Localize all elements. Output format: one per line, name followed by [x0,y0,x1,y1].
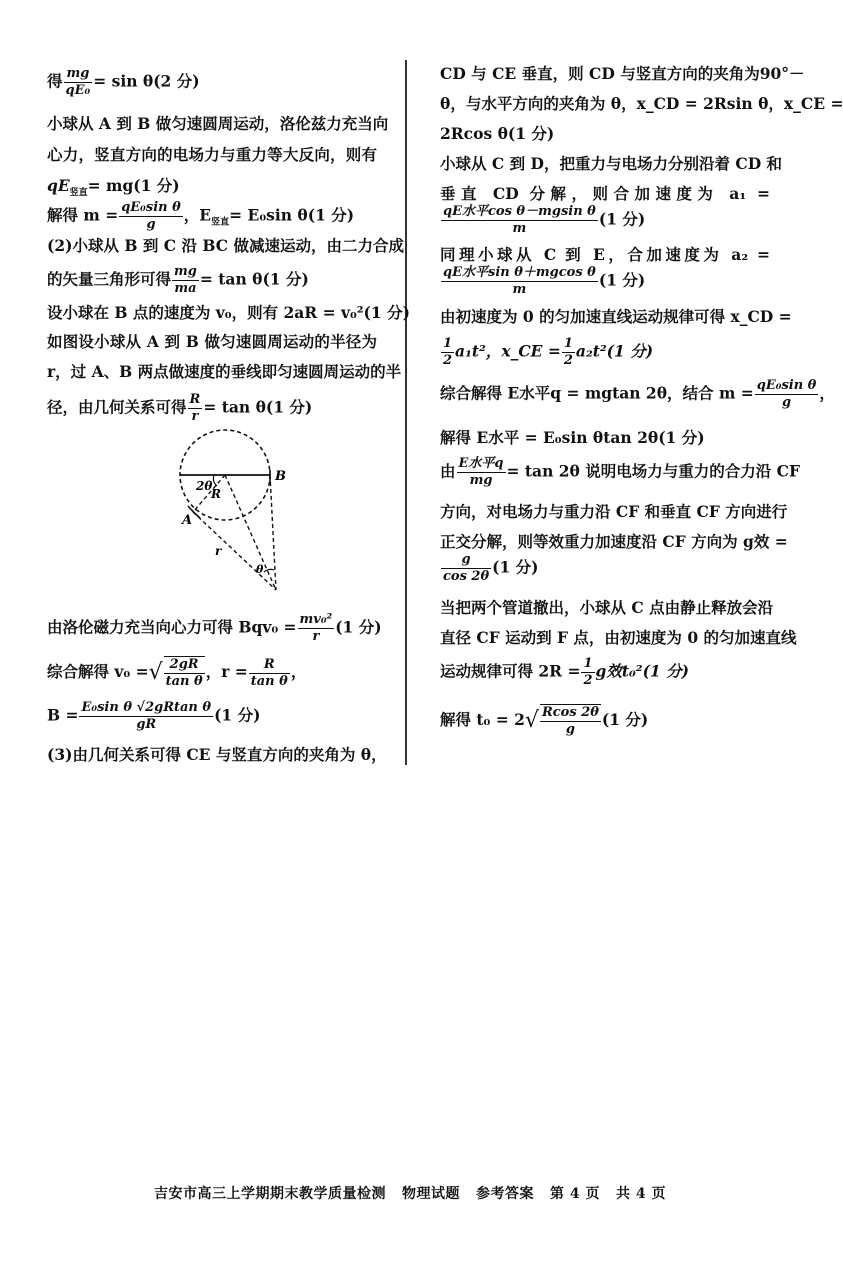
fraction [119,200,183,233]
right-line-14: 方向，对电场力与重力沿 CF 和垂直 CF 方向进行 [440,502,788,521]
text: 解得 m = [47,205,119,225]
text: a₁t²，x_CE = [455,341,561,361]
numerator: 1 [563,336,573,351]
right-line-13 [440,456,800,489]
line-center-apex [225,475,276,590]
left-line-13 [47,656,306,690]
fraction [249,657,290,690]
text: ，E [183,205,212,225]
fraction [562,336,575,369]
text: (1 分) [598,209,646,229]
fraction [755,378,819,411]
right-line-7: 同理小球从 C 到 E，合加速度为 a₂ = [440,245,770,264]
numerator: 1 [583,656,593,671]
left-line-12 [47,612,382,645]
text: 得 [47,71,63,91]
numerator: Rcos 2θ [541,705,599,720]
text: g效t₀²(1 分) [595,661,689,681]
numerator: E₀sin θ √2gRtan θ [81,700,212,715]
left-line-7 [47,264,309,297]
doc-type: 参考答案 [476,1186,534,1202]
angle-arc-theta [264,569,274,572]
right-line-3: 2Rcos θ(1 分) [440,124,555,143]
denominator: m [512,282,527,297]
fraction [298,612,335,645]
line-A-apex [193,512,276,590]
right-line-19 [440,656,689,689]
numerator: qE水平cos θ－mgsin θ [443,204,596,219]
denominator: m [512,221,527,236]
numerator: mg [64,66,93,83]
page-number: 第 4 页 [550,1186,600,1202]
right-line-16 [440,552,539,585]
text: = tan θ(1 分) [203,397,313,417]
fraction [581,656,594,689]
subscript: 竖直 [211,217,230,228]
page-total: 共 4 页 [616,1186,666,1202]
left-line-8: 设小球在 B 点的速度为 v₀，则有 2aR = v₀²(1 分) [47,303,410,322]
text: = mg(1 分) [87,176,180,195]
denominator: g [782,395,792,410]
text: (1 分) [335,617,382,637]
text: ，r = [205,662,248,681]
line-B-apex [270,475,276,590]
text: (1 分) [598,270,646,290]
numerator: qE₀sin θ [756,378,817,393]
numerator: qE₀sin θ [121,200,181,215]
label-B: B [275,469,286,484]
label-2theta: 2θ [196,479,213,493]
text: 的矢量三角形可得 [47,269,172,289]
right-line-8 [440,265,645,298]
denominator: g [565,722,575,737]
denominator: qE₀ [65,83,91,98]
page-footer [140,1183,680,1203]
right-line-12: 解得 E水平 = E₀sin θtan 2θ(1 分) [440,428,705,447]
subject: 物理试题 [402,1186,460,1202]
label-theta: θ [256,563,264,576]
numerator: R [249,657,290,674]
text: = E₀sin θ(1 分) [229,205,355,225]
fraction [540,704,601,738]
text: B = [47,705,79,725]
text: 径，由几何关系可得 [47,397,187,417]
exam-title: 吉安市高三上学期期末教学质量检测 [154,1186,386,1202]
numerator: mg [174,264,197,279]
column-divider [405,60,407,765]
text: 解得 t₀ = 2 [440,710,525,729]
right-line-15: 正交分解，则等效重力加速度沿 CF 方向为 g效 = [440,532,788,551]
denominator: 2 [563,353,573,368]
left-line-2: 小球从 A 到 B 做匀速圆周运动，洛伦兹力充当向 [47,114,389,133]
text: = sin θ(2 分) [93,71,200,91]
text: (1 分) [601,710,649,729]
fraction [441,204,598,237]
numerator: g [441,552,491,569]
numerator: mv₀² [299,612,333,627]
numerator: 2gR [164,657,205,674]
text: ， [819,383,835,403]
right-line-11 [440,378,835,411]
label-R: R [211,487,221,501]
fraction [441,336,454,369]
text: 由洛伦磁力充当向心力可得 Bqv₀ = [47,617,297,637]
label-A: A [182,513,193,528]
left-line-15: (3)由几何关系可得 CE 与竖直方向的夹角为 θ， [47,745,387,764]
left-line-6: (2)小球从 B 到 C 沿 BC 做减速运动，由二力合成 [47,236,404,255]
fraction [172,264,199,297]
right-line-20 [440,704,648,738]
text: = tan θ(1 分) [199,269,309,289]
denominator: gR [136,717,157,732]
right-line-17: 当把两个管道撤出，小球从 C 点由静止释放会沿 [440,598,774,617]
text: 综合解得 E水平q = mgtan 2θ，结合 m = [440,383,754,403]
fraction [441,552,491,585]
text: ， [290,662,307,681]
right-line-2: θ，与水平方向的夹角为 θ，x_CD = 2Rsin θ，x_CE = [440,94,843,113]
text: = tan 2θ 说明电场力与重力的合力沿 CF [506,461,801,481]
square-root: √ $\frac{Rcos 2\theta}{g}$ [524,705,599,737]
denominator: cos 2θ [443,569,490,584]
angle-arc-2theta [213,475,217,486]
left-line-10: r，过 A、B 两点做速度的垂线即匀速圆周运动的半 [47,362,402,381]
text: a₂t²(1 分) [575,341,654,361]
right-line-1: CD 与 CE 垂直，则 CD 与竖直方向的夹角为90°－ [440,64,805,83]
label-r: r [215,544,222,558]
text: (1 分) [492,557,539,577]
denominator: r [191,409,199,424]
denominator: ma [174,281,197,296]
fraction [79,700,213,733]
denominator: 2 [443,353,453,368]
numerator: R [189,392,201,407]
text: 综合解得 v₀ = [47,662,149,681]
left-line-9: 如图设小球从 A 到 B 做匀速圆周运动的半径为 [47,332,377,351]
text: (1 分) [214,705,261,725]
right-line-10 [440,336,653,369]
right-line-9: 由初速度为 0 的匀加速直线运动规律可得 x_CD = [440,307,792,326]
numerator: E水平q [458,456,504,471]
geometry-diagram [160,420,310,600]
right-line-18: 直径 CF 运动到 F 点，由初速度为 0 的匀加速直线 [440,628,797,647]
left-line-1 [47,66,200,99]
fraction [457,456,506,489]
left-line-3: 心力，竖直方向的电场力与重力等大反向，则有 [47,145,377,164]
numerator: qE水平sin θ＋mgcos θ [443,265,596,280]
right-line-5: 垂直 CD 分解，则合加速度为 a₁ = [440,184,770,203]
text: qE [47,176,70,195]
denominator: g [146,217,156,232]
denominator: tan θ [165,674,203,689]
text: 运动规律可得 2R = [440,661,581,681]
square-root: √ $\frac{2gR}{\text{tan θ}}$ [148,657,203,689]
numerator: 1 [443,336,453,351]
left-line-5 [47,200,354,233]
left-line-14 [47,700,260,733]
denominator: tan θ [250,673,288,689]
subscript: 竖直 [69,188,88,199]
right-line-4: 小球从 C 到 D，把重力与电场力分别沿着 CD 和 [440,154,783,173]
denominator: mg [469,473,493,488]
text: 由 [440,461,456,481]
fraction [441,265,598,298]
denominator: r [312,629,320,644]
fraction [64,66,93,99]
denominator: 2 [583,673,593,688]
fraction [164,656,205,690]
right-line-6 [440,204,645,237]
